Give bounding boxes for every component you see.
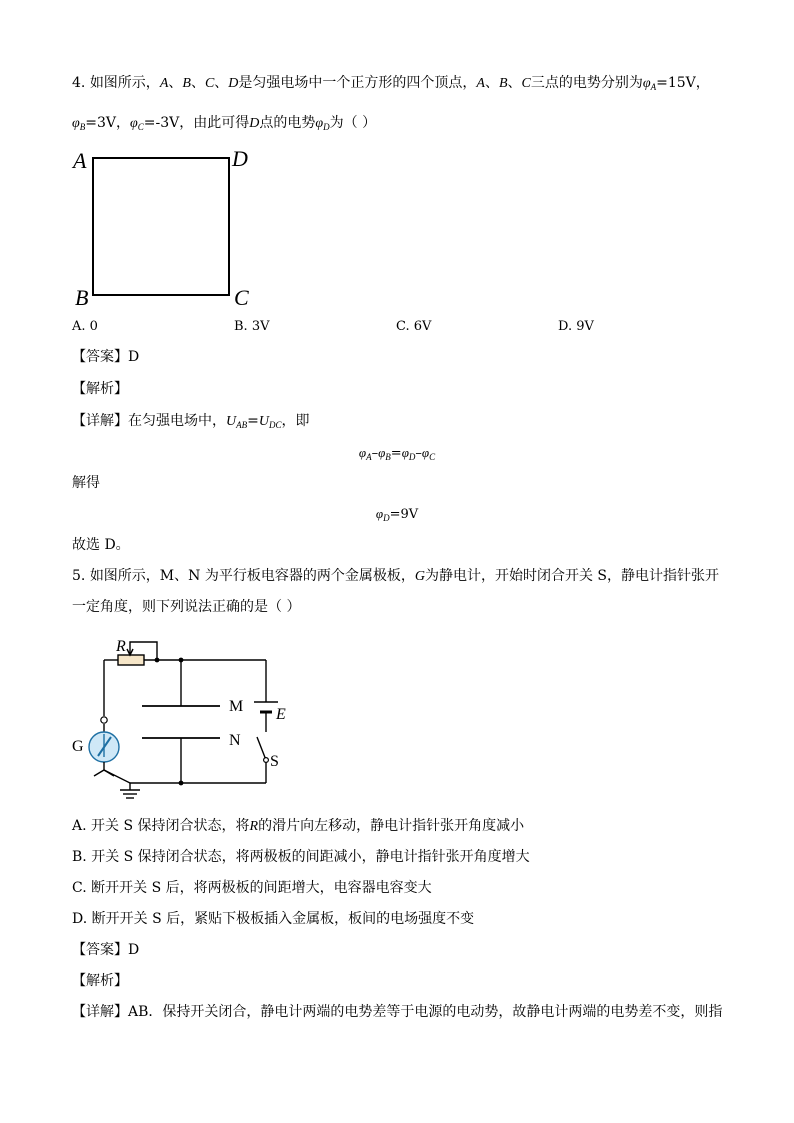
q4-solve-label: 解得 — [72, 475, 100, 491]
option-text: 的滑片向左移动，静电计指针张开角度减小 — [258, 818, 525, 834]
subscript: A — [366, 452, 372, 462]
q5-detail — [72, 1003, 722, 1021]
junction-dot — [179, 658, 184, 663]
minus: – — [415, 446, 422, 461]
q4-stem-line2 — [72, 114, 376, 136]
point-c: C — [204, 76, 215, 91]
subscript: D — [408, 452, 416, 462]
q4-stem-text: 如图所示， — [89, 75, 160, 91]
q5-answer — [72, 941, 139, 959]
separator: 、 — [168, 75, 183, 91]
equals: = — [390, 446, 402, 461]
answer-label: 【答案】 — [72, 349, 128, 365]
label-m: M — [229, 698, 244, 715]
phi-a-value: =15V， — [656, 75, 710, 91]
q4-stem-line1 — [72, 74, 710, 96]
q5-option-c: C. 断开开关 S 后，将两极板的间距增大，电容器电容变大 — [72, 880, 432, 896]
figure-label-a: A — [73, 148, 87, 173]
equals: = — [247, 413, 259, 429]
square-figure — [70, 142, 260, 312]
junction-dot — [155, 658, 160, 663]
subscript: C — [429, 452, 436, 462]
detail-text: AB．保持开关闭合，静电计两端的电势差等于电源的电动势，故静电计两端的电势差不变，则指 — [128, 1004, 723, 1020]
point-a: A — [476, 76, 485, 91]
point-d: D — [228, 76, 239, 91]
voltage-symbol: U — [258, 414, 269, 429]
r-symbol: R — [249, 819, 259, 834]
point-b: B — [182, 76, 191, 91]
phi-symbol: φ — [401, 445, 409, 460]
q4-option-d: D. 9V — [558, 319, 594, 334]
q5-option-b: B. 开关 S 保持闭合状态，将两极板的间距减小，静电计指针张开角度增大 — [72, 849, 530, 865]
separator: 、 — [484, 75, 499, 91]
point-b: B — [498, 76, 508, 91]
phi-symbol: φ — [72, 116, 80, 131]
point-a: A — [159, 76, 169, 91]
g-symbol: G — [414, 569, 425, 584]
q4-detail — [72, 412, 310, 434]
phi-symbol: φ — [358, 445, 367, 460]
subscript: AB — [236, 420, 248, 430]
subscript: DC — [268, 420, 282, 430]
point-c: C — [521, 76, 531, 91]
detail-label: 【详解】 — [72, 1004, 128, 1020]
square-outline — [93, 158, 229, 295]
junction-dot — [179, 781, 184, 786]
phi-symbol: φ — [421, 445, 430, 460]
electrometer-terminal — [101, 717, 107, 723]
detail-label: 【详解】 — [72, 413, 128, 429]
label-g: G — [72, 738, 84, 755]
phi-symbol: φ — [130, 116, 138, 131]
phi-symbol: φ — [315, 116, 324, 131]
subscript: B — [79, 122, 86, 132]
rheostat-resistor — [118, 655, 144, 665]
q4-answer — [72, 348, 139, 366]
minus: – — [371, 446, 379, 461]
label-r: R — [116, 638, 126, 655]
subscript: B — [385, 452, 391, 462]
option-text: A. 开关 S 保持闭合状态，将 — [72, 818, 250, 834]
subscript: D — [383, 513, 390, 523]
answer-label: 【答案】 — [72, 942, 128, 958]
detail-text: 在匀强电场中， — [128, 413, 226, 429]
subscript: C — [137, 122, 144, 132]
circuit-diagram — [68, 630, 308, 805]
answer-value: D — [128, 349, 140, 365]
subscript: A — [650, 82, 657, 92]
q4-analysis-label: 【解析】 — [72, 381, 128, 397]
q5-stem-line2: 一定角度，则下列说法正确的是（ ） — [72, 599, 301, 615]
subscript: D — [323, 122, 330, 132]
q5-stem-text: 为静电计，开始时闭合开关 S，静电计指针张开 — [424, 568, 720, 584]
q4-stem-text: 三点的电势分别为 — [530, 75, 643, 91]
phi-symbol: φ — [642, 76, 651, 91]
q4-option-b: B. 3V — [234, 319, 270, 334]
q4-stem-text: 为（ ） — [329, 115, 377, 131]
switch-contact — [264, 758, 269, 763]
figure-label-c: C — [234, 285, 249, 310]
q5-option-d: D. 断开开关 S 后，紧贴下极板插入金属板，板间的电场强度不变 — [72, 911, 475, 927]
q4-equation-2 — [0, 505, 794, 527]
phi-d-value: =9V — [389, 507, 419, 522]
separator: 、 — [507, 75, 522, 91]
q4-stem-text: 点的电势 — [259, 115, 316, 131]
q4-option-c: C. 6V — [396, 319, 432, 334]
q4-equation-1 — [0, 444, 794, 466]
label-n: N — [229, 732, 241, 749]
separator: 、 — [214, 75, 229, 91]
answer-value: D — [128, 942, 140, 958]
switch-blade — [257, 737, 266, 760]
q4-stem-text: 是匀强电场中一个正方形的四个顶点， — [238, 75, 477, 91]
label-e: E — [276, 706, 286, 723]
q5-option-a — [72, 817, 524, 836]
q4-number: 4. — [72, 75, 86, 91]
q4-option-a: A. 0 — [72, 319, 98, 334]
figure-label-d: D — [232, 146, 248, 171]
phi-symbol: φ — [375, 506, 384, 521]
detail-text: ，即 — [281, 413, 310, 429]
voltage-symbol: U — [226, 414, 237, 429]
q5-number: 5. — [72, 568, 86, 584]
q4-conclusion: 故选 D。 — [72, 537, 130, 553]
separator: 、 — [190, 75, 205, 91]
point-d: D — [249, 116, 260, 131]
figure-label-b: B — [75, 285, 89, 310]
phi-c-value: =-3V，由此可得 — [143, 115, 250, 131]
q5-stem-line1 — [72, 567, 719, 586]
electrometer-wire — [104, 770, 130, 783]
label-s: S — [270, 753, 279, 770]
phi-symbol: φ — [378, 445, 386, 460]
phi-b-value: =3V， — [85, 115, 130, 131]
q5-analysis-label: 【解析】 — [72, 973, 128, 989]
q5-stem-text: 如图所示，M、N 为平行板电容器的两个金属极板， — [89, 568, 415, 584]
